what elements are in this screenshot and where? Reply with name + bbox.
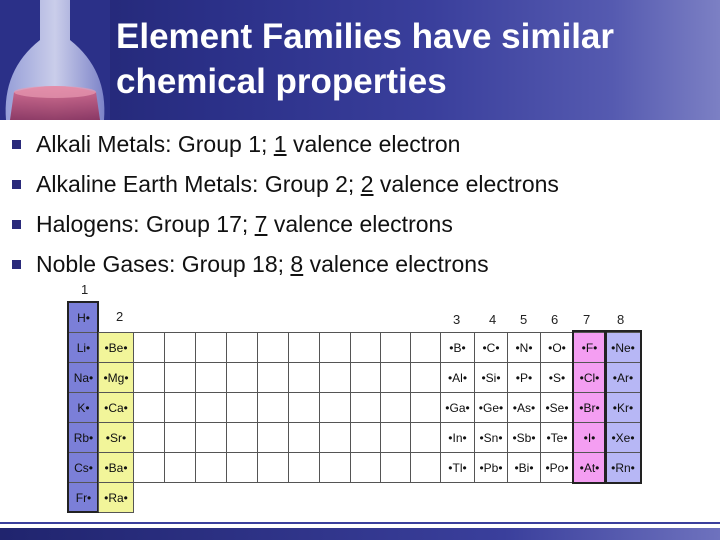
bullet-text	[36, 164, 559, 204]
element-cell: •S•	[541, 363, 574, 393]
bullet-suffix: valence electrons	[267, 211, 453, 237]
element-cell: H•	[69, 303, 99, 333]
bullet-marker-icon	[12, 180, 21, 189]
bullet-label: Halogens: Group 17;	[36, 211, 255, 237]
element-cell: •In•	[441, 423, 475, 453]
grid-col	[134, 333, 165, 483]
element-cell: •Ne•	[606, 333, 641, 363]
group-label-3: 3	[453, 312, 461, 327]
group-label-2: 2	[116, 309, 124, 324]
element-cell: •Si•	[475, 363, 508, 393]
grid-col	[381, 333, 411, 483]
element-cell: •Sr•	[99, 423, 134, 453]
bullet-marker-icon	[12, 140, 21, 149]
bullet-text	[36, 244, 489, 284]
element-cell: •As•	[508, 393, 541, 423]
element-cell: •Cl•	[574, 363, 606, 393]
element-cell: •Sn•	[475, 423, 508, 453]
group-label-1: 1	[81, 282, 89, 297]
bullet-suffix: valence electrons	[373, 171, 559, 197]
title-line-1: Element Families have similar	[116, 17, 615, 56]
grid-col	[411, 333, 441, 483]
group-label-7: 7	[583, 312, 591, 327]
element-cell: Fr•	[69, 483, 99, 513]
group-label-8: 8	[617, 312, 625, 327]
element-cell: •Tl•	[441, 453, 475, 483]
bullet-marker-icon	[12, 220, 21, 229]
element-cell: •Ga•	[441, 393, 475, 423]
grid-col	[258, 333, 289, 483]
bullet-noble-gases	[12, 244, 712, 284]
grid-col	[320, 333, 351, 483]
element-cell: Rb•	[69, 423, 99, 453]
element-cell: •Bi•	[508, 453, 541, 483]
valence-number: 7	[254, 211, 268, 237]
group-label-5: 5	[520, 312, 528, 327]
element-cell: •C•	[475, 333, 508, 363]
element-cell: K•	[69, 393, 99, 423]
valence-number: 2	[360, 171, 374, 197]
element-cell: •Ca•	[99, 393, 134, 423]
group-label-4: 4	[489, 312, 497, 327]
bullet-suffix: valence electron	[286, 131, 461, 157]
bullet-halogens	[12, 204, 712, 244]
element-cell: •Be•	[99, 333, 134, 363]
element-cell: •Ra•	[99, 483, 134, 513]
valence-number: 8	[290, 251, 304, 277]
element-cell: •Ar•	[606, 363, 641, 393]
bullet-label: Alkaline Earth Metals: Group 2;	[36, 171, 361, 197]
element-cell: •Al•	[441, 363, 475, 393]
grid-col	[351, 333, 381, 483]
element-cell: •O•	[541, 333, 574, 363]
element-cell: •Ge•	[475, 393, 508, 423]
group-2-column	[98, 332, 133, 512]
element-cell: •P•	[508, 363, 541, 393]
bullet-marker-icon	[12, 260, 21, 269]
bullet-suffix: valence electrons	[303, 251, 489, 277]
group-label-6: 6	[551, 312, 559, 327]
element-cell: •B•	[441, 333, 475, 363]
valence-number: 1	[273, 131, 287, 157]
group-7-outline	[572, 330, 607, 484]
periodic-table	[60, 280, 650, 515]
element-cell: •Sb•	[508, 423, 541, 453]
bullet-text	[36, 204, 453, 244]
element-cell: •Br•	[574, 393, 606, 423]
element-cell: •Se•	[541, 393, 574, 423]
title-banner	[0, 0, 720, 120]
bullet-label: Alkali Metals: Group 1;	[36, 131, 274, 157]
element-cell: •Mg•	[99, 363, 134, 393]
element-cell: •Rn•	[606, 453, 641, 483]
element-cell: •F•	[574, 333, 606, 363]
element-cell: •Te•	[541, 423, 574, 453]
element-cell: •N•	[508, 333, 541, 363]
bullet-alkaline-earth-metals	[12, 164, 712, 204]
bullet-label: Noble Gases: Group 18;	[36, 251, 291, 277]
element-cell: •At•	[574, 453, 606, 483]
bullet-alkali-metals	[12, 124, 712, 164]
flask-icon	[0, 0, 110, 120]
element-cell: Li•	[69, 333, 99, 363]
footer-divider	[0, 522, 720, 524]
group-8-outline	[604, 330, 642, 484]
bullet-list	[12, 124, 712, 284]
bullet-text	[36, 124, 460, 164]
title-line-2: chemical properties	[116, 62, 447, 101]
element-cell: •Pb•	[475, 453, 508, 483]
group-1-outline	[67, 301, 99, 513]
footer-band	[0, 528, 720, 540]
element-cell: •Kr•	[606, 393, 641, 423]
slide-title	[116, 14, 716, 104]
element-cell: •Xe•	[606, 423, 641, 453]
grid-col	[227, 333, 258, 483]
grid-col	[165, 333, 196, 483]
grid-col	[289, 333, 320, 483]
element-cell: •I•	[574, 423, 606, 453]
element-cell: Na•	[69, 363, 99, 393]
element-cell: •Po•	[541, 453, 574, 483]
transition-metals-grid	[133, 332, 440, 482]
grid-col	[196, 333, 227, 483]
element-cell: Cs•	[69, 453, 99, 483]
element-cell: •Ba•	[99, 453, 134, 483]
